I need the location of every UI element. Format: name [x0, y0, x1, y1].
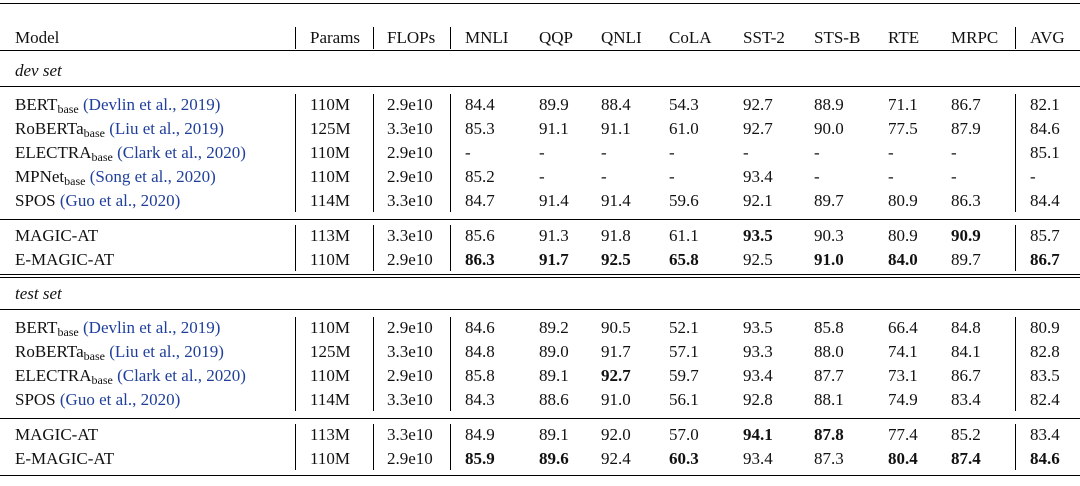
score-cell: 84.8: [951, 318, 981, 337]
score-cell: 86.7: [951, 366, 981, 385]
top-rule: [0, 3, 1080, 4]
flops-cell: 3.3e10: [387, 191, 433, 210]
score-cell: 91.8: [601, 226, 631, 245]
score-cell: 93.4: [743, 449, 773, 468]
score-cell: 59.6: [669, 191, 699, 210]
double-rule-a: [0, 274, 1080, 275]
section-label: test set: [15, 284, 62, 303]
score-cell: 85.3: [465, 119, 495, 138]
column-header: MNLI: [465, 28, 509, 47]
score-cell: -: [888, 143, 894, 162]
model-subscript: base: [91, 150, 113, 164]
score-cell: 90.5: [601, 318, 631, 337]
column-separator: [1015, 27, 1016, 49]
score-cell: 88.0: [814, 342, 844, 361]
score-cell: 90.0: [814, 119, 844, 138]
score-cell: 85.6: [465, 226, 495, 245]
header-rule: [0, 50, 1080, 51]
score-cell: 92.7: [743, 119, 773, 138]
params-cell: 110M: [310, 318, 350, 337]
score-cell: 84.6: [1030, 449, 1060, 468]
score-cell: 85.7: [1030, 226, 1060, 245]
params-cell: 110M: [310, 250, 350, 269]
score-cell: 84.8: [465, 342, 495, 361]
column-header: Model: [15, 28, 60, 47]
column-header: SST-2: [743, 28, 785, 47]
column-separator: [295, 27, 296, 49]
table-row: [0, 248, 1080, 272]
score-cell: 88.4: [601, 95, 631, 114]
column-header: QQP: [539, 28, 574, 47]
score-cell: 66.4: [888, 318, 918, 337]
params-cell: 114M: [310, 390, 350, 409]
flops-cell: 3.3e10: [387, 342, 433, 361]
score-cell: 80.9: [888, 191, 918, 210]
table-row: [0, 447, 1080, 471]
params-cell: 113M: [310, 226, 350, 245]
model-subscript: base: [83, 349, 105, 363]
column-header: CoLA: [669, 28, 712, 47]
params-cell: 114M: [310, 191, 350, 210]
score-cell: 92.1: [743, 191, 773, 210]
score-cell: 82.1: [1030, 95, 1060, 114]
params-cell: 110M: [310, 95, 350, 114]
score-cell: 94.1: [743, 425, 773, 444]
column-header: Params: [310, 28, 361, 47]
column-separator: [373, 424, 374, 470]
column-header: STS-B: [814, 28, 861, 47]
params-cell: 125M: [310, 342, 351, 361]
score-cell: 85.8: [465, 366, 495, 385]
score-cell: -: [601, 167, 607, 186]
score-cell: 93.5: [743, 318, 773, 337]
score-cell: -: [669, 167, 675, 186]
score-cell: 59.7: [669, 366, 699, 385]
model-label: MAGIC-AT: [15, 226, 99, 245]
model-label: ELECTRA: [15, 143, 92, 162]
score-cell: -: [743, 143, 749, 162]
score-cell: 89.7: [814, 191, 844, 210]
score-cell: 83.4: [951, 390, 981, 409]
flops-cell: 2.9e10: [387, 95, 433, 114]
model-name: [15, 248, 114, 272]
score-cell: 87.4: [951, 449, 981, 468]
flops-cell: 3.3e10: [387, 226, 433, 245]
score-cell: 91.4: [539, 191, 569, 210]
score-cell: 57.1: [669, 342, 699, 361]
citation-link[interactable]: (Song et al., 2020): [89, 167, 216, 186]
table-row: [0, 141, 1080, 165]
score-cell: 57.0: [669, 425, 699, 444]
score-cell: 84.0: [888, 250, 918, 269]
score-cell: 73.1: [888, 366, 918, 385]
model-name: [15, 224, 98, 248]
score-cell: 87.7: [814, 366, 844, 385]
model-subscript: base: [57, 325, 79, 339]
score-cell: 88.6: [539, 390, 569, 409]
score-cell: 84.6: [465, 318, 495, 337]
double-rule-b: [0, 277, 1080, 278]
section-label: dev set: [15, 61, 62, 80]
score-cell: -: [1030, 167, 1036, 186]
column-header: QNLI: [601, 28, 642, 47]
column-header: RTE: [888, 28, 920, 47]
score-cell: 91.7: [539, 250, 569, 269]
table-row: [0, 316, 1080, 340]
flops-cell: 2.9e10: [387, 167, 433, 186]
score-cell: 93.4: [743, 366, 773, 385]
score-cell: 89.1: [539, 425, 569, 444]
citation-link[interactable]: (Guo et al., 2020): [59, 390, 181, 409]
score-cell: 89.1: [539, 366, 569, 385]
score-cell: 77.5: [888, 119, 918, 138]
model-name: [15, 141, 246, 165]
column-separator: [295, 94, 296, 212]
flops-cell: 3.3e10: [387, 390, 433, 409]
column-header: FLOPs: [387, 28, 436, 47]
score-cell: 93.3: [743, 342, 773, 361]
score-cell: 91.7: [601, 342, 631, 361]
score-cell: 82.8: [1030, 342, 1060, 361]
model-name: [15, 423, 98, 447]
table-row: [0, 388, 1080, 412]
column-header: AVG: [1030, 28, 1065, 47]
model-label: MAGIC-AT: [15, 425, 99, 444]
score-cell: 80.4: [888, 449, 918, 468]
flops-cell: 2.9e10: [387, 250, 433, 269]
flops-cell: 2.9e10: [387, 449, 433, 468]
score-cell: -: [951, 167, 957, 186]
score-cell: 92.4: [601, 449, 631, 468]
column-separator: [450, 27, 451, 49]
score-cell: 82.4: [1030, 390, 1060, 409]
score-cell: 89.0: [539, 342, 569, 361]
table-row: [0, 423, 1080, 447]
model-label: RoBERTa: [15, 342, 84, 361]
column-separator: [1015, 317, 1016, 411]
score-cell: 60.3: [669, 449, 699, 468]
model-label: ELECTRA: [15, 366, 92, 385]
model-name: [15, 364, 246, 388]
section-rule: [0, 309, 1080, 310]
score-cell: 83.5: [1030, 366, 1060, 385]
model-label: MPNet: [15, 167, 65, 186]
score-cell: 88.9: [814, 95, 844, 114]
score-cell: 92.5: [601, 250, 631, 269]
table-row: [0, 165, 1080, 189]
model-name: [15, 93, 220, 117]
params-cell: 110M: [310, 366, 350, 385]
score-cell: 92.0: [601, 425, 631, 444]
model-subscript: base: [91, 373, 113, 387]
model-label: RoBERTa: [15, 119, 84, 138]
score-cell: 93.5: [743, 226, 773, 245]
score-cell: 74.9: [888, 390, 918, 409]
score-cell: 90.9: [951, 226, 981, 245]
citation-link[interactable]: (Devlin et al., 2019): [83, 318, 221, 337]
model-name: [15, 189, 180, 213]
score-cell: 56.1: [669, 390, 699, 409]
group-rule: [0, 219, 1080, 220]
model-name: [15, 388, 180, 412]
score-cell: 84.6: [1030, 119, 1060, 138]
citation-link[interactable]: (Liu et al., 2019): [109, 119, 224, 138]
score-cell: 91.0: [814, 250, 844, 269]
score-cell: 84.7: [465, 191, 495, 210]
model-name: [15, 340, 224, 364]
score-cell: 84.4: [465, 95, 495, 114]
score-cell: 89.2: [539, 318, 569, 337]
score-cell: 61.0: [669, 119, 699, 138]
column-separator: [295, 225, 296, 271]
column-separator: [1015, 424, 1016, 470]
score-cell: 91.1: [601, 119, 631, 138]
model-label: SPOS: [15, 390, 56, 409]
score-cell: 52.1: [669, 318, 699, 337]
params-cell: 110M: [310, 449, 350, 468]
score-cell: 86.3: [465, 250, 495, 269]
score-cell: 91.1: [539, 119, 569, 138]
column-separator: [373, 27, 374, 49]
model-label: E-MAGIC-AT: [15, 449, 115, 468]
citation-link[interactable]: (Clark et al., 2020): [117, 143, 246, 162]
score-cell: 74.1: [888, 342, 918, 361]
score-cell: 86.3: [951, 191, 981, 210]
score-cell: 91.4: [601, 191, 631, 210]
score-cell: 86.7: [1030, 250, 1060, 269]
flops-cell: 2.9e10: [387, 366, 433, 385]
model-subscript: base: [83, 126, 105, 140]
table-row: [0, 340, 1080, 364]
flops-cell: 2.9e10: [387, 318, 433, 337]
header-row: [0, 26, 1080, 50]
model-name: [15, 165, 216, 189]
score-cell: 90.3: [814, 226, 844, 245]
column-separator: [450, 225, 451, 271]
citation-link[interactable]: (Liu et al., 2019): [109, 342, 224, 361]
score-cell: 85.1: [1030, 143, 1060, 162]
params-cell: 110M: [310, 167, 350, 186]
score-cell: 86.7: [951, 95, 981, 114]
score-cell: -: [888, 167, 894, 186]
table-row: [0, 364, 1080, 388]
citation-link[interactable]: (Devlin et al., 2019): [83, 95, 221, 114]
score-cell: 85.8: [814, 318, 844, 337]
score-cell: 92.5: [743, 250, 773, 269]
score-cell: -: [669, 143, 675, 162]
column-separator: [450, 94, 451, 212]
params-cell: 110M: [310, 143, 350, 162]
score-cell: 87.3: [814, 449, 844, 468]
params-cell: 113M: [310, 425, 350, 444]
model-subscript: base: [64, 174, 86, 188]
model-subscript: base: [57, 102, 79, 116]
score-cell: 91.0: [601, 390, 631, 409]
score-cell: 89.7: [951, 250, 981, 269]
column-separator: [373, 317, 374, 411]
table-row: [0, 224, 1080, 248]
score-cell: 84.3: [465, 390, 495, 409]
score-cell: 92.8: [743, 390, 773, 409]
score-cell: 85.2: [951, 425, 981, 444]
model-name: [15, 316, 220, 340]
citation-link[interactable]: (Clark et al., 2020): [117, 366, 246, 385]
score-cell: -: [601, 143, 607, 162]
flops-cell: 3.3e10: [387, 119, 433, 138]
score-cell: 71.1: [888, 95, 918, 114]
score-cell: 85.2: [465, 167, 495, 186]
table-row: [0, 93, 1080, 117]
score-cell: -: [814, 167, 820, 186]
citation-link[interactable]: (Guo et al., 2020): [59, 191, 181, 210]
score-cell: 92.7: [743, 95, 773, 114]
score-cell: -: [465, 143, 471, 162]
model-name: [15, 117, 224, 141]
score-cell: 54.3: [669, 95, 699, 114]
model-name: [15, 447, 114, 471]
score-cell: 80.9: [888, 226, 918, 245]
score-cell: 85.9: [465, 449, 495, 468]
column-separator: [373, 225, 374, 271]
column-separator: [1015, 94, 1016, 212]
score-cell: 65.8: [669, 250, 699, 269]
score-cell: -: [539, 143, 545, 162]
model-label: BERT: [15, 95, 58, 114]
score-cell: 77.4: [888, 425, 918, 444]
score-cell: 84.4: [1030, 191, 1060, 210]
score-cell: 84.9: [465, 425, 495, 444]
params-cell: 125M: [310, 119, 351, 138]
score-cell: 88.1: [814, 390, 844, 409]
score-cell: 84.1: [951, 342, 981, 361]
column-separator: [1015, 225, 1016, 271]
model-label: SPOS: [15, 191, 56, 210]
score-cell: -: [539, 167, 545, 186]
score-cell: -: [951, 143, 957, 162]
group-rule: [0, 418, 1080, 419]
score-cell: 89.6: [539, 449, 569, 468]
score-cell: 87.8: [814, 425, 844, 444]
column-separator: [450, 317, 451, 411]
score-cell: 83.4: [1030, 425, 1060, 444]
score-cell: 87.9: [951, 119, 981, 138]
score-cell: 93.4: [743, 167, 773, 186]
model-label: BERT: [15, 318, 58, 337]
bottom-rule: [0, 475, 1080, 476]
score-cell: 92.7: [601, 366, 631, 385]
table-row: [0, 117, 1080, 141]
table-row: [0, 189, 1080, 213]
column-separator: [295, 424, 296, 470]
score-cell: -: [814, 143, 820, 162]
score-cell: 61.1: [669, 226, 699, 245]
score-cell: 80.9: [1030, 318, 1060, 337]
section-rule: [0, 86, 1080, 87]
column-separator: [295, 317, 296, 411]
column-separator: [450, 424, 451, 470]
score-cell: 91.3: [539, 226, 569, 245]
flops-cell: 3.3e10: [387, 425, 433, 444]
score-cell: 89.9: [539, 95, 569, 114]
flops-cell: 2.9e10: [387, 143, 433, 162]
column-header: MRPC: [951, 28, 999, 47]
model-label: E-MAGIC-AT: [15, 250, 115, 269]
column-separator: [373, 94, 374, 212]
